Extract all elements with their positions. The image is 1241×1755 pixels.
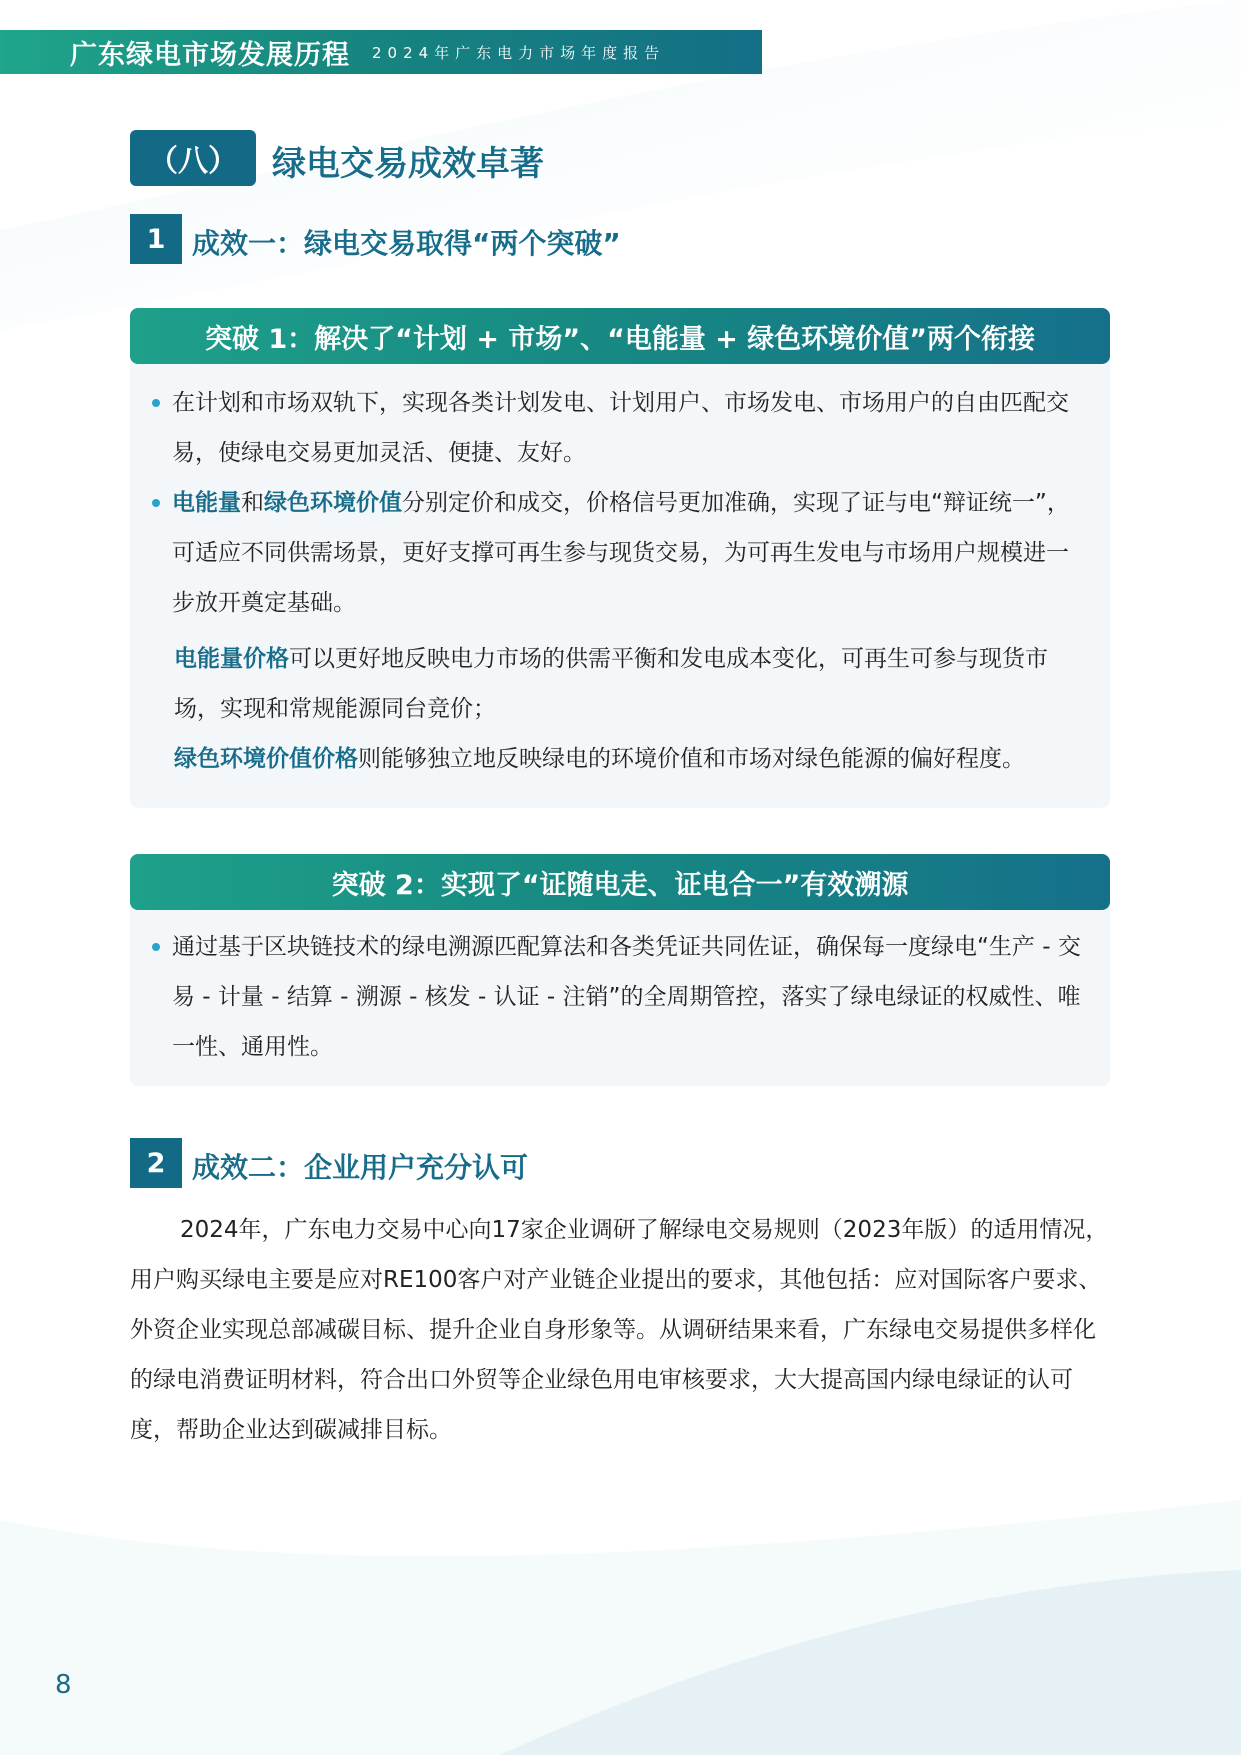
- bullet-item: [130, 922, 1110, 1072]
- bullet-text: 分别定价和成交，价格信号更加准确，实现了证与电“辩证统一”，可适应不同供需场景，更好支撑可再生参与现货交易，为可再生发电与市场用户规模进一步放开奠定基础。: [172, 490, 1070, 616]
- bullet-text: 在计划和市场双轨下，实现各类计划发电、计划用户、市场发电、市场用户的自由匹配交易，使绿电交易更加灵活、便捷、友好。: [172, 390, 1069, 466]
- highlight-term: 绿色环境价值价格: [174, 745, 358, 772]
- section-tag: （八）: [130, 130, 256, 186]
- section-title: 绿电交易成效卓著: [272, 144, 544, 184]
- bullet-text: 和: [241, 490, 264, 516]
- bullet-text: 通过基于区块链技术的绿电溯源匹配算法和各类凭证共同佐证，确保每一度绿电“生产 - 交易 - 计量 - 结算 - 溯源 - 核发 - 认证 - 注销”的全周期管控，落实了绿电绿证的权威性、唯一性、通用性。: [172, 934, 1081, 1060]
- header-title: 广东绿电市场发展历程: [70, 39, 350, 71]
- highlight-term: 电能量价格: [174, 645, 289, 672]
- bullet-dot-icon: [152, 943, 160, 951]
- bullet-item: [130, 378, 1110, 478]
- breakthrough-2-heading: 突破 2：实现了“证随电走、证电合一”有效溯源: [130, 854, 1110, 910]
- highlight-term: 电能量: [172, 490, 241, 516]
- note-text: 则能够独立地反映绿电的环境价值和市场对绿色能源的偏好程度。: [358, 746, 1025, 772]
- subsection-title-1: 成效一：绿电交易取得“两个突破”: [192, 227, 621, 260]
- note-text: 可以更好地反映电力市场的供需平衡和发电成本变化，可再生可参与现货市场，实现和常规能源同台竞价；: [174, 646, 1048, 722]
- bullet-item: [130, 478, 1110, 628]
- bullet-dot-icon: [152, 499, 160, 507]
- page-number: 8: [55, 1670, 72, 1700]
- breakthrough-1-heading: 突破 1：解决了“计划 + 市场”、“电能量 + 绿色环境价值”两个衔接: [130, 308, 1110, 364]
- note-paragraph: [130, 734, 1110, 784]
- header-bar: [0, 30, 762, 74]
- header-subtitle: 2024年广东电力市场年度报告: [372, 43, 666, 62]
- breakthrough-card-1: [130, 308, 1110, 808]
- subsection-number-1: 1: [130, 214, 182, 264]
- subsection-title-2: 成效二：企业用户充分认可: [192, 1151, 529, 1184]
- subsection-number-2: 2: [130, 1138, 182, 1188]
- bullet-dot-icon: [152, 399, 160, 407]
- body-paragraph: 2024年，广东电力交易中心向17家企业调研了解绿电交易规则（2023年版）的适用情况，用户购买绿电主要是应对RE100客户对产业链企业提出的要求，其他包括：应对国际客户要求、外资企业实现总部减碳目标、提升企业自身形象等。从调研结果来看，广东绿电交易提供多样化的绿电消费证明材料，符合出口外贸等企业绿色用电审核要求，大大提高国内绿电绿证的认可度，帮助企业达到碳减排目标。: [130, 1217, 1109, 1443]
- breakthrough-card-2: [130, 854, 1110, 1086]
- note-paragraph: [130, 634, 1110, 734]
- highlight-term: 绿色环境价值: [264, 490, 402, 516]
